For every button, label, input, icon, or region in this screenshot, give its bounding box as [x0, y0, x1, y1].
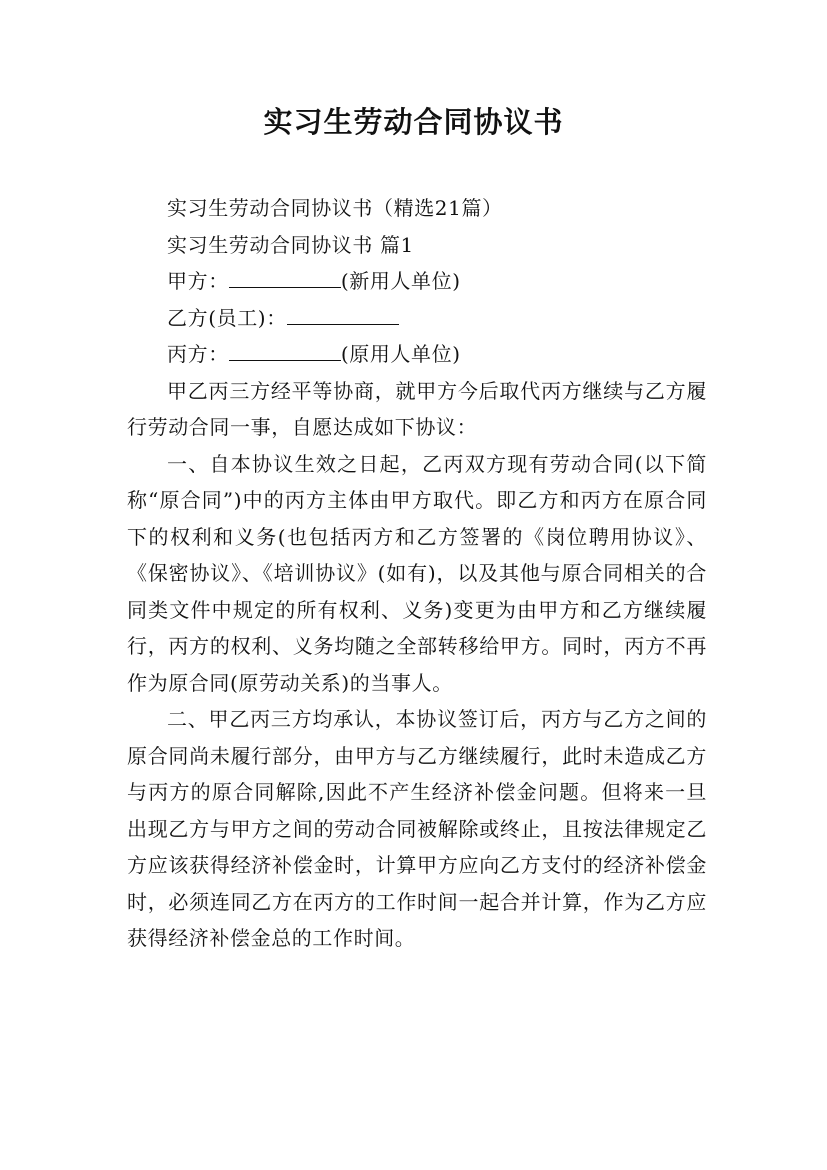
- document-title: 实习生劳动合同协议书: [263, 105, 564, 139]
- party-c-note: (原用人单位): [340, 342, 461, 366]
- document-body: [127, 190, 707, 957]
- party-b-label: 乙方(员工)：: [167, 305, 287, 330]
- party-c-blank: [229, 342, 341, 361]
- intro-paragraph: 甲乙丙三方经平等协商，就甲方今后取代丙方继续与乙方履行劳动合同一事，自愿达成如下协议：: [127, 378, 707, 439]
- clause-2-paragraph: 二、甲乙丙三方均承认，本协议签订后，丙方与乙方之间的原合同尚未履行部分，由甲方与乙方继续履行，此时未造成乙方与丙方的原合同解除,因此不产生经济补偿金问题。但将来一旦出现乙方与甲方之间的劳动合同被解除或终止，且按法律规定乙方应该获得经济补偿金时，计算甲方应向乙方支付的经济补偿金时，必须连同乙方在丙方的工作时间一起合并计算，作为乙方应获得经济补偿金总的工作时间。: [127, 707, 707, 950]
- party-c-label: 丙方：: [167, 342, 229, 366]
- party-a-label: 甲方：: [167, 269, 229, 293]
- clause-1-paragraph: 一、自本协议生效之日起，乙丙双方现有劳动合同(以下简称“原合同”)中的丙方主体由甲方取代。即乙方和丙方在原合同下的权利和义务(也包括丙方和乙方签署的《岗位聘用协议》、《保密协议》、《培训协议》(如有)，以及其他与原合同相关的合同类文件中规定的所有权利、义务)变更为由甲方和乙方继续履行，丙方的权利、义务均随之全部转移给甲方。同时，丙方不再作为原合同(原劳动关系)的当事人。: [127, 451, 707, 695]
- party-a-blank: [229, 269, 341, 288]
- party-b-blank: [287, 306, 399, 325]
- party-c-line: [127, 336, 707, 373]
- article-heading: 实习生劳动合同协议书 篇1: [167, 232, 414, 257]
- party-a-line: [127, 263, 707, 300]
- subtitle: 实习生劳动合同协议书（精选21篇）: [167, 196, 503, 220]
- party-b-line: [127, 300, 707, 337]
- party-a-note: (新用人单位): [340, 269, 461, 293]
